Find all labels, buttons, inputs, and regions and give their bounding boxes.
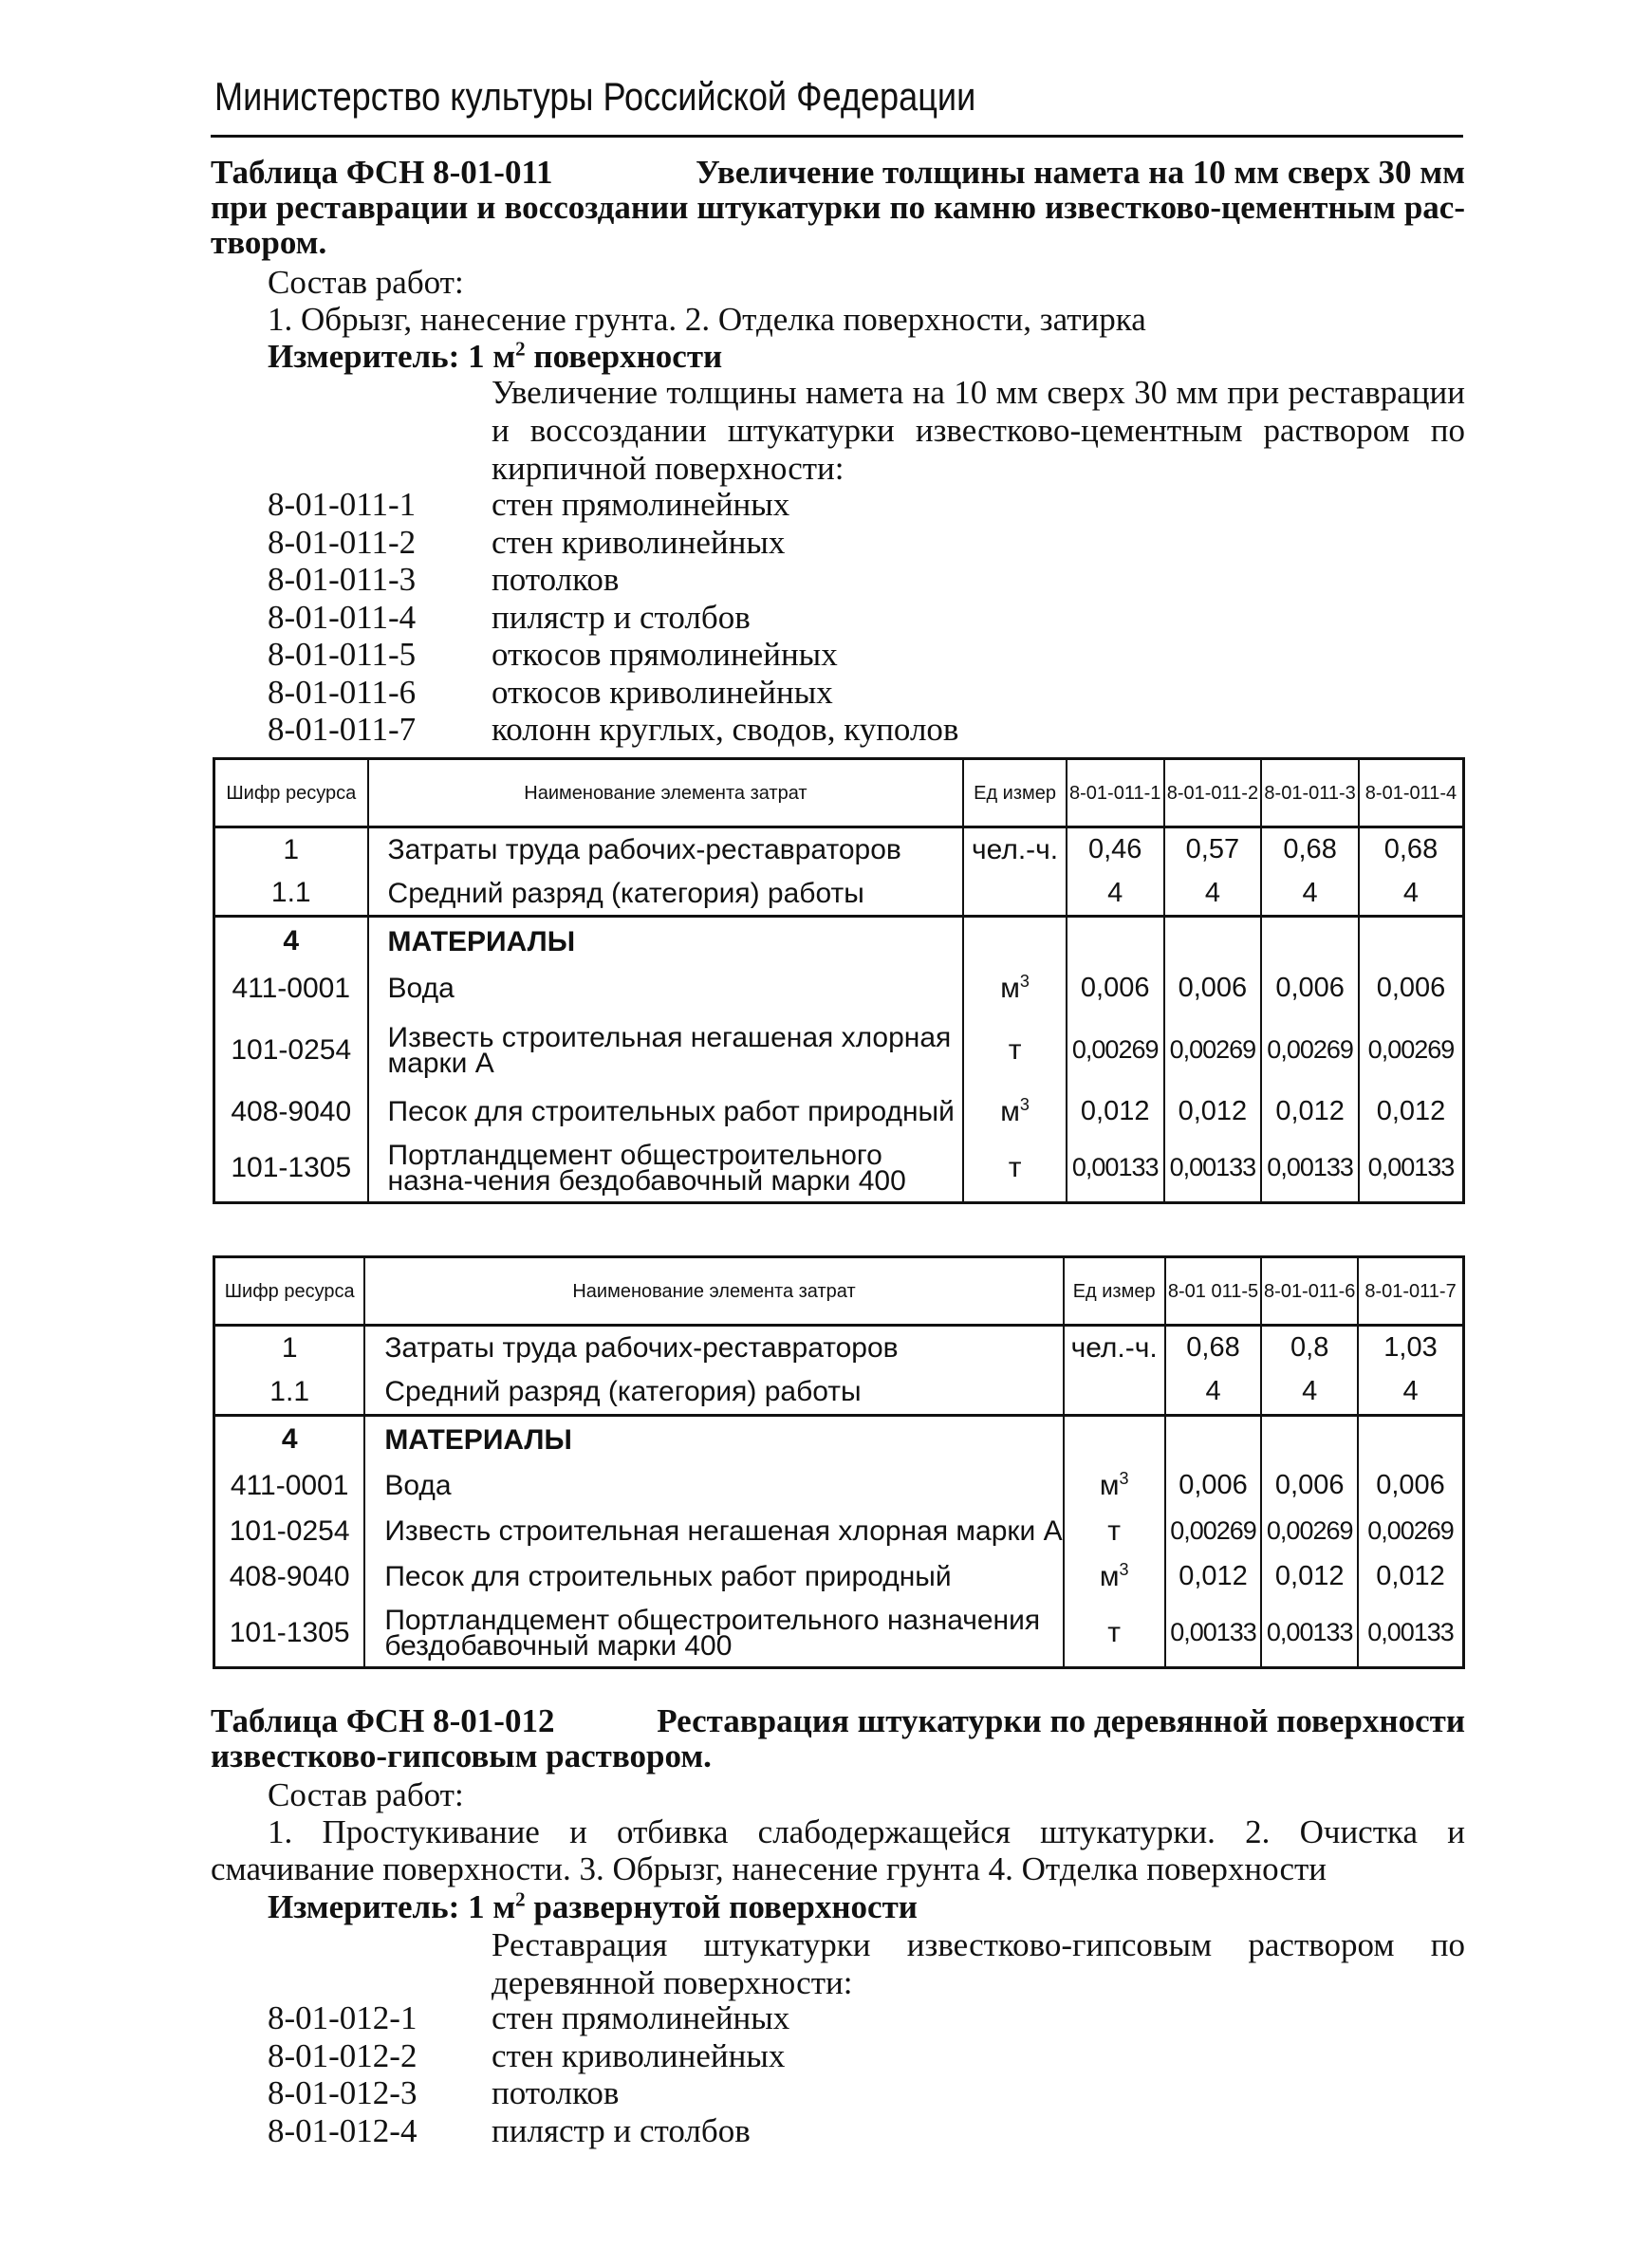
cell-value: 0,68	[1165, 1326, 1262, 1370]
item-code: 8-01-012-2	[268, 2036, 418, 2074]
row-name: МАТЕРИАЛЫ	[368, 917, 964, 966]
item-name: стен криволинейных	[492, 523, 786, 561]
row-unit	[963, 966, 1067, 1012]
row-name: МАТЕРИАЛЫ	[364, 1416, 1063, 1463]
col-header-8-01-011-5: 8-01 011-5	[1165, 1257, 1262, 1326]
row-code: 1	[214, 827, 368, 872]
cell-value: 0,00133	[1067, 1135, 1164, 1203]
row-code: 101-1305	[214, 1135, 368, 1203]
unit-sup: 3	[1119, 1559, 1129, 1579]
item-name: потолков	[492, 561, 620, 598]
cell-value: 0,00269	[1359, 1012, 1464, 1089]
list-item	[268, 2037, 789, 2075]
item-code: 8-01-012-4	[268, 2111, 418, 2149]
item-name: откосов прямолинейных	[492, 636, 838, 673]
row-name: Портландцемент общестроительного назна-чения бездобавочный марки 400	[368, 1135, 964, 1203]
item-name: откосов криволинейных	[492, 673, 833, 711]
table1-works-label: Состав работ:	[268, 264, 464, 301]
item-code: 8-01-012-1	[268, 1999, 418, 2036]
row-code: 101-0254	[214, 1012, 368, 1089]
table2-measure	[211, 1888, 1522, 1925]
cell-value: 4	[1067, 872, 1164, 917]
cell-value: 0,00133	[1261, 1135, 1359, 1203]
measure-suffix: развернутой поверхности	[525, 1888, 918, 1925]
row-unit	[963, 1089, 1067, 1135]
measure-sup: 2	[515, 337, 526, 361]
item-name: потолков	[492, 2074, 620, 2111]
table2-heading	[211, 1703, 1465, 1774]
header-rule	[211, 135, 1463, 138]
item-name: пилястр и столбов	[492, 2111, 751, 2149]
row-unit	[963, 872, 1067, 917]
col-header-8-01-011-1: 8-01-011-1	[1067, 759, 1164, 827]
unit-sup: 3	[1119, 1468, 1129, 1488]
cell-value	[1165, 1416, 1262, 1463]
table1-label: Таблица ФСН 8-01-011	[211, 154, 553, 191]
cell-value: 0,00133	[1261, 1600, 1358, 1668]
cell-value: 0,57	[1164, 827, 1262, 872]
table-row	[214, 1509, 1464, 1554]
cell-value	[1261, 1416, 1358, 1463]
item-code: 8-01-011-7	[268, 711, 417, 748]
row-code: 1	[214, 1326, 365, 1370]
cell-value: 0,006	[1261, 966, 1359, 1012]
cell-value: 0,012	[1261, 1089, 1359, 1135]
col-header-unit: Ед измер	[1064, 1257, 1165, 1326]
cell-value: 0,00269	[1261, 1012, 1359, 1089]
cell-value: 0,00269	[1067, 1012, 1164, 1089]
table-row	[214, 1554, 1464, 1600]
table2-label: Таблица ФСН 8-01-012	[211, 1702, 555, 1739]
row-code: 411-0001	[214, 1463, 365, 1509]
unit-sup: 3	[1019, 971, 1030, 991]
list-item	[268, 2074, 789, 2112]
table-header-row	[214, 759, 1464, 827]
table-row	[214, 1416, 1464, 1463]
cell-value: 4	[1359, 872, 1464, 917]
list-item	[268, 486, 958, 524]
unit-text: м	[1099, 1560, 1120, 1592]
row-name: Песок для строительных работ природный	[364, 1554, 1063, 1600]
cell-value: 0,006	[1067, 966, 1164, 1012]
row-code: 4	[214, 1416, 365, 1463]
cell-value: 0,006	[1165, 1463, 1262, 1509]
row-code: 408-9040	[214, 1554, 365, 1600]
row-code: 1.1	[214, 1370, 365, 1416]
cell-value: 0,006	[1164, 966, 1262, 1012]
cell-value	[1359, 917, 1464, 966]
row-name: Средний разряд (категория) работы	[364, 1370, 1063, 1416]
col-header-name: Наименование элемента затрат	[364, 1257, 1063, 1326]
table1-items	[268, 486, 958, 749]
resource-table-b	[213, 1255, 1465, 1669]
table1-title-line2: при реставрации и воссоздании штукатурки по камню известково-цементным рас-	[211, 189, 1465, 226]
item-code: 8-01-011-1	[268, 486, 417, 523]
measure-prefix: Измеритель: 1 м	[268, 338, 516, 375]
cell-value: 0,00269	[1261, 1509, 1358, 1554]
col-header-code: Шифр ресурса	[214, 759, 368, 827]
col-header-unit: Ед измер	[963, 759, 1067, 827]
cell-value: 0,00269	[1165, 1509, 1262, 1554]
item-name: стен прямолинейных	[492, 1999, 790, 2036]
table-row	[214, 1600, 1464, 1668]
row-unit: чел.-ч.	[963, 827, 1067, 872]
list-item	[268, 2112, 789, 2150]
row-unit: т	[963, 1135, 1067, 1203]
table1-heading	[211, 155, 1465, 260]
list-item	[268, 1999, 789, 2037]
table1-title-line1: Увеличение толщины намета на 10 мм сверх 30 мм	[696, 154, 1465, 191]
cell-value: 0,68	[1261, 827, 1359, 872]
cell-value: 0,00133	[1165, 1600, 1262, 1668]
unit-text: м	[1000, 1095, 1020, 1127]
cell-value	[1067, 917, 1164, 966]
item-name: стен криволинейных	[492, 2036, 786, 2074]
table-header-row	[214, 1257, 1464, 1326]
resource-table-a	[213, 757, 1465, 1204]
table2-works-label: Состав работ:	[268, 1776, 464, 1813]
col-header-code: Шифр ресурса	[214, 1257, 365, 1326]
cell-value: 0,006	[1359, 966, 1464, 1012]
unit-sup: 3	[1019, 1094, 1030, 1114]
cell-value: 0,012	[1359, 1089, 1464, 1135]
list-item	[268, 561, 958, 599]
table1-works-text: 1. Обрызг, нанесение грунта. 2. Отделка поверхности, затирка	[268, 301, 1146, 338]
table2-works-text: 1. Простукивание и отбивка слабодержащейся штукатурки. 2. Очистка и смачивание поверхности. 3. Обрызг, нанесение грунта 4. Отделка поверхности	[211, 1813, 1465, 1887]
row-name: Средний разряд (категория) работы	[368, 872, 964, 917]
row-name: Известь строительная негашеная хлорная марки А	[368, 1012, 964, 1089]
row-code: 4	[214, 917, 368, 966]
item-code: 8-01-011-6	[268, 673, 417, 711]
ministry-header: Министерство культуры Российской Федерации	[214, 74, 976, 119]
measure-prefix: Измеритель: 1 м	[268, 1888, 516, 1925]
item-code: 8-01-011-4	[268, 598, 417, 636]
cell-value	[1164, 917, 1262, 966]
cell-value: 0,00133	[1164, 1135, 1262, 1203]
list-item	[268, 524, 958, 562]
col-header-8-01-011-4: 8-01-011-4	[1359, 759, 1464, 827]
row-code: 101-0254	[214, 1509, 365, 1554]
table2-title-line2: известково-гипсовым раствором.	[211, 1737, 712, 1774]
table-row	[214, 917, 1464, 966]
unit-text: м	[1000, 972, 1020, 1004]
cell-value: 0,006	[1358, 1463, 1463, 1509]
row-name: Известь строительная негашеная хлорная марки А	[364, 1509, 1063, 1554]
table-row	[214, 827, 1464, 872]
row-code: 408-9040	[214, 1089, 368, 1135]
item-name: колонн круглых, сводов, куполов	[492, 711, 959, 748]
table-row	[214, 1326, 1464, 1370]
col-header-8-01-011-7: 8-01-011-7	[1358, 1257, 1463, 1326]
cell-value: 0,012	[1164, 1089, 1262, 1135]
table1-title-line3: твором.	[211, 224, 327, 261]
row-unit: т	[963, 1012, 1067, 1089]
table-row	[214, 1370, 1464, 1416]
cell-value: 0,012	[1067, 1089, 1164, 1135]
row-code: 411-0001	[214, 966, 368, 1012]
row-code: 101-1305	[214, 1600, 365, 1668]
cell-value: 0,46	[1067, 827, 1164, 872]
row-code: 1.1	[214, 872, 368, 917]
measure-sup: 2	[515, 1887, 526, 1911]
cell-value: 0,012	[1261, 1554, 1358, 1600]
table2-intro: Реставрация штукатурки известково-гипсовым раствором по деревянной поверхности:	[492, 1926, 1465, 2001]
row-unit: чел.-ч.	[1064, 1326, 1165, 1370]
measure-suffix: поверхности	[525, 338, 723, 375]
row-name: Затраты труда рабочих-реставраторов	[368, 827, 964, 872]
cell-value: 0,8	[1261, 1326, 1358, 1370]
item-code: 8-01-011-5	[268, 636, 417, 673]
row-unit: т	[1064, 1600, 1165, 1668]
row-unit	[1064, 1554, 1165, 1600]
cell-value: 4	[1164, 872, 1262, 917]
table-row	[214, 1463, 1464, 1509]
cell-value: 0,00269	[1164, 1012, 1262, 1089]
cell-value	[1261, 917, 1359, 966]
item-code: 8-01-011-2	[268, 523, 417, 561]
item-code: 8-01-011-3	[268, 561, 417, 598]
col-header-8-01-011-2: 8-01-011-2	[1164, 759, 1262, 827]
list-item	[268, 711, 958, 749]
row-name: Затраты труда рабочих-реставраторов	[364, 1326, 1063, 1370]
row-name: Вода	[364, 1463, 1063, 1509]
row-unit	[1064, 1463, 1165, 1509]
row-name: Песок для строительных работ природный	[368, 1089, 964, 1135]
row-unit	[963, 917, 1067, 966]
item-name: пилястр и столбов	[492, 598, 751, 636]
row-unit: т	[1064, 1509, 1165, 1554]
cell-value: 0,00133	[1359, 1135, 1464, 1203]
cell-value: 4	[1358, 1370, 1463, 1416]
col-header-8-01-011-3: 8-01-011-3	[1261, 759, 1359, 827]
table2-title-line1: Реставрация штукатурки по деревянной поверхности	[657, 1702, 1465, 1739]
row-unit	[1064, 1370, 1165, 1416]
row-unit	[1064, 1416, 1165, 1463]
table1-intro: Увеличение толщины намета на 10 мм сверх 30 мм при реставрации и воссоздании штукатурки известково-цементным раствором по кирпичной поверхности:	[492, 374, 1465, 487]
cell-value: 4	[1261, 1370, 1358, 1416]
table1-measure	[211, 338, 1522, 375]
row-name: Портландцемент общестроительного назначения бездобавочный марки 400	[364, 1600, 1063, 1668]
table-row	[214, 872, 1464, 917]
col-header-name: Наименование элемента затрат	[368, 759, 964, 827]
cell-value: 0,006	[1261, 1463, 1358, 1509]
item-name: стен прямолинейных	[492, 486, 790, 523]
cell-value: 0,00133	[1358, 1600, 1463, 1668]
cell-value: 1,03	[1358, 1326, 1463, 1370]
table2-items	[268, 1999, 789, 2149]
list-item	[268, 674, 958, 712]
cell-value: 0,012	[1165, 1554, 1262, 1600]
table-row	[214, 1135, 1464, 1203]
unit-text: м	[1099, 1469, 1120, 1501]
cell-value	[1358, 1416, 1463, 1463]
cell-value: 4	[1261, 872, 1359, 917]
table-row	[214, 1012, 1464, 1089]
cell-value: 0,00269	[1358, 1509, 1463, 1554]
list-item	[268, 599, 958, 637]
table-row	[214, 966, 1464, 1012]
table-row	[214, 1089, 1464, 1135]
row-name: Вода	[368, 966, 964, 1012]
list-item	[268, 636, 958, 674]
cell-value: 0,68	[1359, 827, 1464, 872]
col-header-8-01-011-6: 8-01-011-6	[1261, 1257, 1358, 1326]
cell-value: 0,012	[1358, 1554, 1463, 1600]
cell-value: 4	[1165, 1370, 1262, 1416]
item-code: 8-01-012-3	[268, 2074, 418, 2111]
